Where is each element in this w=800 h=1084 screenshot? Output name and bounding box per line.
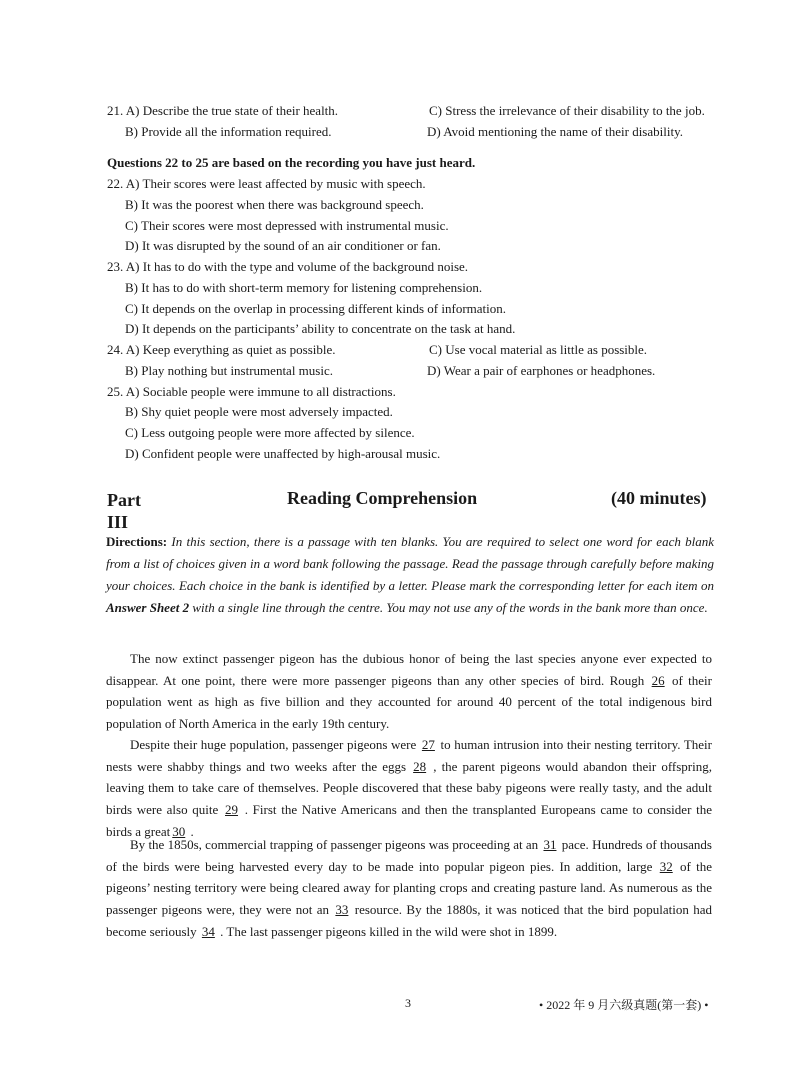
option-b: B) It has to do with short-term memory for listening comprehension. [125,280,483,295]
blank-28: 28 [413,758,427,774]
passage-paragraph-2: Despite their huge population, passenger pigeons were 27 to human intrusion into their nesting territory. Their nests were shabby things and two weeks after the eggs 28 , the parent pigeons would abandon their offspring, leaving them to take care of themselves. People discovered that these baby pigeons were really tasty, and the adult birds were also quite 29 . First the Native Americans and then the transplanted Europeans came to consider the birds a great 30 . [106,737,712,839]
directions-label: Directions: [106,534,168,549]
blank-30: 30 [172,823,186,839]
question-22 [107,175,426,193]
question-24 [107,341,336,359]
option-a: A) It has to do with the type and volume of the background noise. [125,259,469,274]
option-d: D) Wear a pair of earphones or headphones. [427,363,656,378]
part-time: (40 minutes) [611,488,707,508]
passage-paragraph-3: By the 1850s, commercial trapping of passenger pigeons was proceeding at an 31 pace. Hundreds of thousands of the birds were being harvested every day to be made into popular pigeon pies. In addition, large 32 of the pigeons’ nesting territory were being cleared away for planting crops and creating pasture land. As numerous as the passenger pigeons were, they were not an 33 resource. By the 1880s, it was noticed that the bird population had become seriously 34 . The last passenger pigeons killed in the wild were shot in 1899. [106,837,712,939]
question-number: 24. [107,342,124,357]
directions-text-2: with a single line through the centre. You may not use any of the words in the bank more than once. [189,600,708,615]
part-number: III [107,512,129,532]
part-title: Reading Comprehension [287,488,478,508]
part-label: Part [107,490,141,510]
option-c: C) Less outgoing people were more affected by silence. [125,425,415,440]
blank-26: 26 [651,672,665,688]
footer-source: • 2022 年 9 月六级真题(第一套) • [539,998,709,1012]
option-d: D) It depends on the participants’ ability to concentrate on the task at hand. [125,321,516,336]
directions [106,531,714,619]
blank-31: 31 [543,837,557,852]
question-number: 22. [107,176,124,191]
option-c: C) Stress the irrelevance of their disability to the job. [429,103,705,118]
option-a: A) Keep everything as quiet as possible. [125,342,336,357]
question-number: 25. [107,384,124,399]
option-a: A) Describe the true state of their health. [125,103,339,118]
option-c: C) Use vocal material as little as possible. [429,342,648,357]
option-b: B) Shy quiet people were most adversely impacted. [125,404,393,419]
blank-29: 29 [225,802,239,818]
option-b: B) It was the poorest when there was background speech. [125,197,424,212]
question-number: 23. [107,259,124,274]
option-c: C) It depends on the overlap in processing different kinds of information. [125,301,507,316]
answer-sheet-ref: Answer Sheet 2 [106,600,190,615]
section-heading: Questions 22 to 25 are based on the recording you have just heard. [107,155,476,170]
option-b: B) Play nothing but instrumental music. [125,363,333,378]
question-number: 21. [107,103,124,118]
page-number: 3 [405,996,411,1010]
question-23 [107,258,468,276]
option-b: B) Provide all the information required. [125,124,332,139]
blank-34: 34 [201,923,215,939]
option-c: C) Their scores were most depressed with instrumental music. [125,218,449,233]
option-d: D) Avoid mentioning the name of their disability. [427,124,683,139]
option-a: A) Sociable people were immune to all distractions. [125,384,396,399]
passage-paragraph-1: The now extinct passenger pigeon has the dubious honor of being the last species anyone ever expected to disappear. At one point, there were more passenger pigeons than any other species of bird. Rough 26 of their population went as high as five billion and they accounted for around 40 percent of the total indigenous bird population of North America in the early 19th century. [106,651,712,732]
blank-33: 33 [335,902,349,918]
blank-32: 32 [659,858,673,874]
option-d: D) Confident people were unaffected by high-arousal music. [125,446,441,461]
option-d: D) It was disrupted by the sound of an air conditioner or fan. [125,238,441,253]
question-21 [107,102,338,120]
question-25 [107,383,396,401]
option-a: A) Their scores were least affected by music with speech. [125,176,426,191]
directions-text: In this section, there is a passage with ten blanks. You are required to select one word for each blank from a list of choices given in a word bank following the passage. Read the passage through carefully before making your choices. Each choice in the bank is identified by a letter. Please mark the corresponding letter for each item on [106,534,714,593]
blank-27: 27 [421,737,435,752]
